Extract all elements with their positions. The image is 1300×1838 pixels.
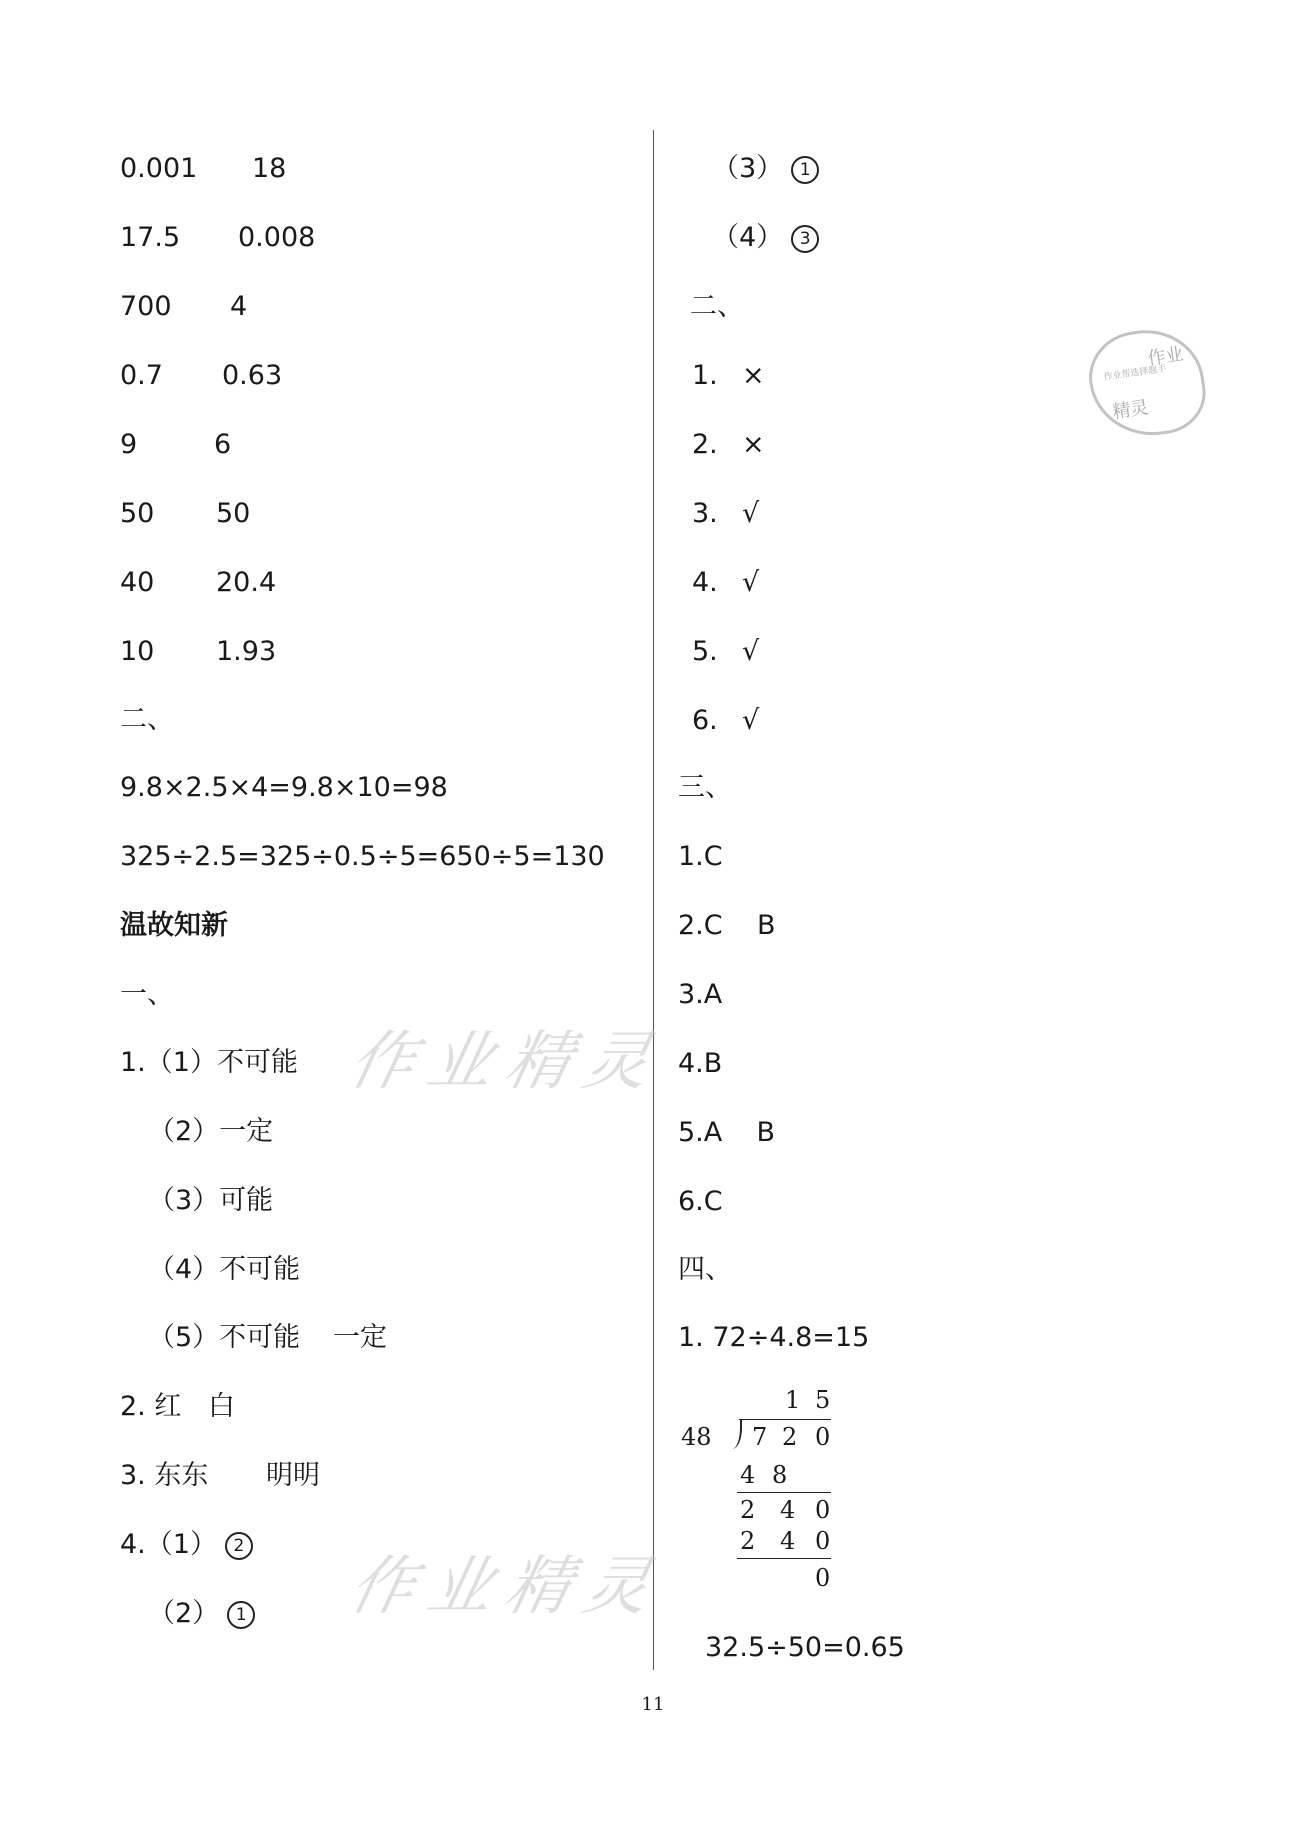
question-2-second: 白 [208,1391,235,1422]
watermark-stamp [1083,323,1211,444]
step-digit: 8 [772,1461,788,1489]
judgement-mark: √ [742,498,760,529]
equation-1: 9.8×2.5×4=9.8×10=98 [120,772,448,803]
answer-r3-label: （3） [712,153,784,184]
stamp-text: 作业 [1146,343,1185,370]
answer-value: 6 [214,429,232,460]
section-heading: 二、 [690,291,744,322]
answer-value: 4 [230,291,248,322]
choice-answer: 2.C B [678,910,776,941]
section-heading: 四、 [678,1254,732,1285]
calculation-2: 32.5÷50=0.65 [705,1632,905,1663]
judgement-number: 6. [692,705,718,736]
section-heading: 三、 [678,772,732,803]
equation-2: 325÷2.5=325÷0.5÷5=650÷5=130 [120,841,605,872]
step-digit: 0 [815,1527,831,1555]
answer-r4 [712,221,819,255]
dividend-digit: 7 [752,1423,768,1451]
circled-number: 3 [791,225,819,253]
question-3-second: 明明 [266,1460,320,1491]
question-4-1-label: 4.（1） [120,1529,217,1560]
answer-value: 0.001 [120,153,198,184]
judgement-number: 1. [692,360,718,391]
question-1-2: （2）一定 [148,1116,274,1147]
stamp-text: 精灵 [1111,397,1150,423]
choice-answer: 5.A B [678,1117,776,1148]
dividend-digit: 2 [782,1423,798,1451]
circled-number: 1 [227,1601,255,1629]
answer-value: 50 [120,498,155,529]
judgement-mark: × [742,429,765,460]
question-4-2-label: （2） [148,1598,220,1629]
answer-r3 [712,152,819,186]
answer-value: 18 [252,153,287,184]
answer-value: 20.4 [216,567,277,598]
choice-answer: 6.C [678,1186,723,1217]
quotient-digit: 5 [815,1386,831,1414]
choice-answer: 1.C [678,841,723,872]
judgement-number: 3. [692,498,718,529]
question-3: 3. 东东 [120,1460,209,1491]
divisor: 48 [681,1423,712,1451]
answer-value: 50 [216,498,251,529]
question-1-5-second: 一定 [333,1322,387,1353]
section-heading: 一、 [120,979,174,1010]
circled-number: 2 [225,1532,253,1560]
answer-value: 700 [120,291,172,322]
review-title: 温故知新 [120,910,228,941]
answer-value: 0.7 [120,360,163,391]
column-divider [653,130,654,1670]
dividend-digit: 0 [815,1423,831,1451]
step-digit: 4 [780,1527,796,1555]
remainder-digit: 4 [780,1496,796,1524]
judgement-mark: √ [742,567,760,598]
judgement-number: 5. [692,636,718,667]
answer-value: 0.63 [222,360,283,391]
step-digit: 4 [740,1461,756,1489]
division-bar [739,1419,831,1420]
judgement-mark: √ [742,705,760,736]
choice-answer: 3.A [678,979,723,1010]
calculation-1: 1. 72÷4.8=15 [678,1322,870,1353]
answer-value: 9 [120,429,138,460]
question-1-3: （3）可能 [148,1185,274,1216]
remainder-digit: 2 [740,1496,756,1524]
subtraction-line [737,1492,831,1493]
final-remainder: 0 [815,1564,831,1592]
question-2: 2. 红 [120,1391,182,1422]
judgement-number: 4. [692,567,718,598]
answer-r4-label: （4） [712,222,784,253]
remainder-digit: 0 [815,1496,831,1524]
question-4-1 [120,1528,253,1562]
answer-value: 17.5 [120,222,181,253]
question-1-5: （5）不可能 [148,1322,301,1353]
judgement-number: 2. [692,429,718,460]
question-4-2 [148,1597,255,1631]
subtraction-line [737,1558,831,1559]
page-number: 11 [641,1694,665,1715]
answer-value: 1.93 [216,636,277,667]
watermark: 作业精灵 [342,1025,671,1099]
circled-number: 1 [791,156,819,184]
choice-answer: 4.B [678,1048,723,1079]
question-1-4: （4）不可能 [148,1254,301,1285]
step-digit: 2 [740,1527,756,1555]
watermark: 作业精灵 [342,1550,671,1624]
judgement-mark: × [742,360,765,391]
division-bracket [728,1419,742,1449]
answer-value: 10 [120,636,155,667]
answer-value: 0.008 [238,222,316,253]
quotient-digit: 1 [785,1386,801,1414]
stamp-text: 作业帮选择题手 [1103,364,1167,383]
judgement-mark: √ [742,636,760,667]
section-heading: 二、 [120,704,174,735]
question-1-1: 1.（1）不可能 [120,1047,298,1078]
answer-value: 40 [120,567,155,598]
